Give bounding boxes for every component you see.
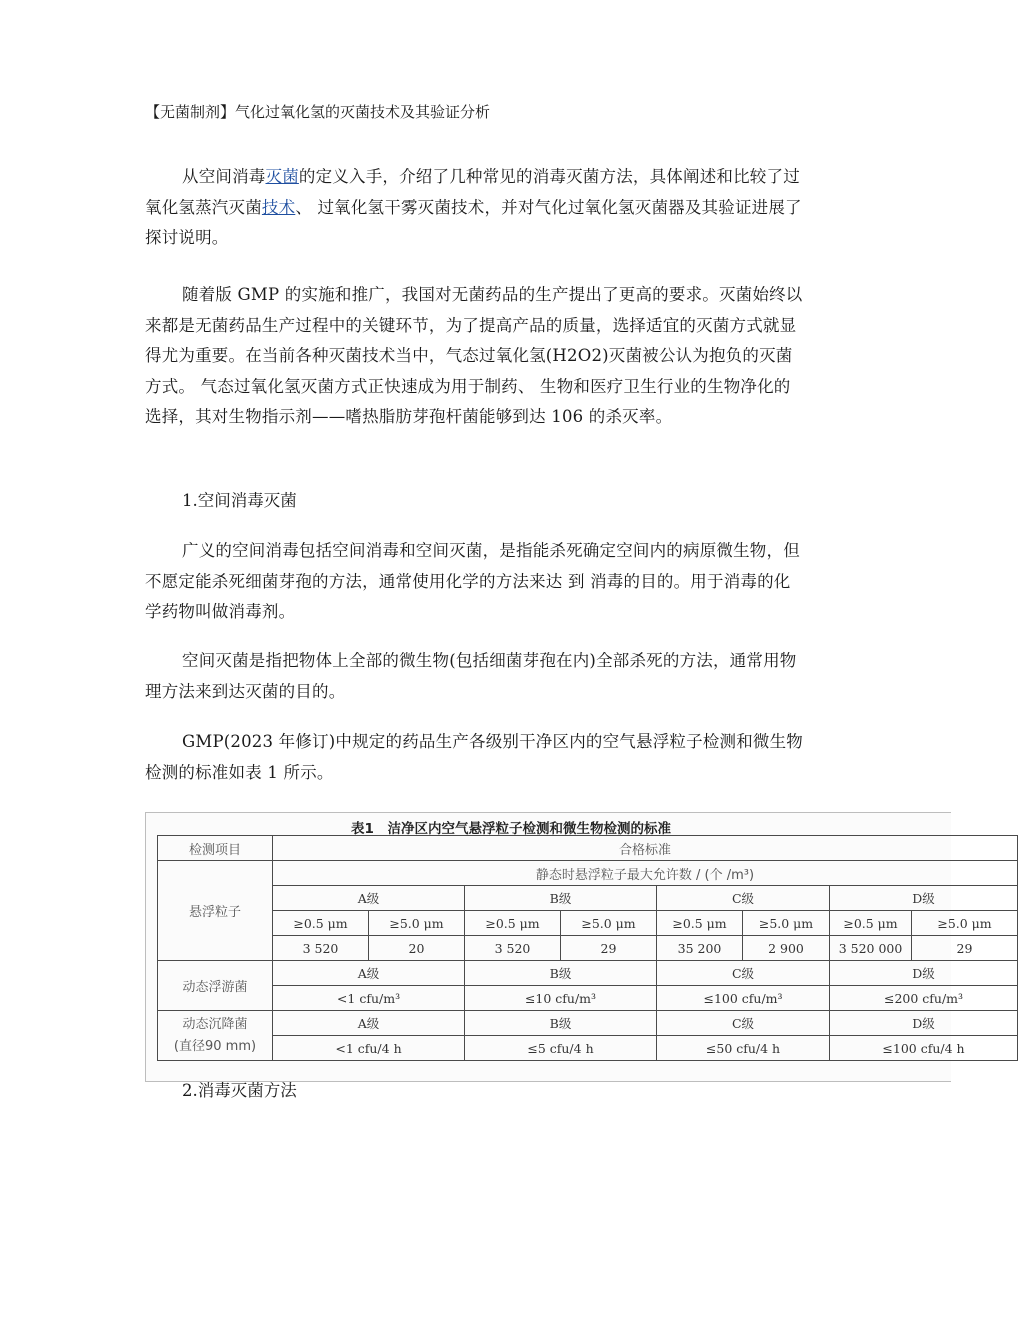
- gmp-standard-paragraph: GMP(2023 年修订)中规定的药品生产各级别干净区内的空气悬浮粒子检测和微生物检测的标准如表 1 所示。: [145, 732, 803, 782]
- technology-link[interactable]: 技术: [261, 197, 296, 217]
- particle-value-cell: 2 900: [743, 936, 830, 961]
- size-cell: ≥0.5 μm: [273, 911, 369, 936]
- header-item-cell: 检测项目: [158, 836, 273, 861]
- grade-d-cell: D级: [830, 1011, 1018, 1036]
- grade-d-cell: D级: [830, 961, 1018, 986]
- grade-c-cell: C级: [657, 1011, 830, 1036]
- size-cell: ≥5.0 μm: [561, 911, 657, 936]
- disinfection-paragraph: 广义的空间消毒包括空间消毒和空间灭菌，是指能杀死确定空间内的病原微生物，但不愿定能杀死细菌芽孢的方法，通常使用化学的方法来达 到 消毒的目的。用于消毒的化学药物叫做消毒剂。: [145, 541, 800, 621]
- grade-a-cell: A级: [273, 886, 465, 911]
- table-row: [158, 1011, 1018, 1036]
- section-heading-1: 1.空间消毒灭菌: [182, 491, 297, 510]
- plankton-value-cell: ≤10 cfu/m³: [465, 986, 657, 1011]
- table-row: [158, 836, 1018, 861]
- row-head-plankton: 动态浮游菌: [158, 961, 273, 1011]
- table-row: [158, 961, 1018, 986]
- size-cell: ≥0.5 μm: [465, 911, 561, 936]
- section-heading-2: 2.消毒灭菌方法: [182, 1081, 297, 1100]
- grade-c-cell: C级: [657, 886, 830, 911]
- intro-text-2: 的定义入手，介绍了几种常见的消毒灭菌方法，具体阐述和比较了过氧化氢蒸汽灭菌: [145, 167, 800, 217]
- plankton-value-cell: ≤200 cfu/m³: [830, 986, 1018, 1011]
- plankton-value-cell: <1 cfu/m³: [273, 986, 465, 1011]
- document-title: 【无菌制剂】气化过氧化氢的灭菌技术及其验证分析: [145, 103, 491, 121]
- table-row: [158, 861, 1018, 886]
- sterilization-link[interactable]: 灭菌: [265, 167, 299, 186]
- size-cell: ≥0.5 μm: [657, 911, 743, 936]
- settle-value-cell: ≤50 cfu/4 h: [657, 1036, 830, 1061]
- header-standard-cell: 合格标准: [273, 836, 1018, 861]
- grade-a-cell: A级: [273, 961, 465, 986]
- settle-diameter-label: (直径90 mm): [173, 1038, 257, 1054]
- grade-a-cell: A级: [273, 1011, 465, 1036]
- grade-c-cell: C级: [657, 961, 830, 986]
- settle-value-cell: ≤5 cfu/4 h: [465, 1036, 657, 1061]
- particle-value-cell: 29: [912, 936, 1018, 961]
- settle-value-cell: ≤100 cfu/4 h: [830, 1036, 1018, 1061]
- size-cell: ≥5.0 μm: [743, 911, 830, 936]
- grade-b-cell: B级: [465, 961, 657, 986]
- table-row: [158, 911, 1018, 936]
- table-row: [158, 1036, 1018, 1061]
- gmp-paragraph: 随着版 GMP 的实施和推广，我国对无菌药品的生产提出了更高的要求。灭菌始终以来都是无菌药品生产过程中的关键环节，为了提高产品的质量，选择适宜的灭菌方式就显得尤为重要。在当前各种灭菌技术当中，气态过氧化氢(H2O2)灭菌被公认为抱负的灭菌方式。 气态过氧化氢灭菌方式正快速成为用于制药、 生物和医疗卫生行业的生物净化的选择，其对生物指示剂——嗜热脂肪芽孢杆菌能够到达 106 的杀灭率。: [145, 285, 803, 426]
- intro-paragraph: [145, 162, 805, 254]
- table-row: [158, 936, 1018, 961]
- particle-value-cell: 3 520: [465, 936, 561, 961]
- settle-label: 动态沉降菌: [182, 1016, 248, 1032]
- row-head-settle: [158, 1011, 273, 1061]
- table-caption: 表1 洁净区内空气悬浮粒子检测和微生物检测的标准: [351, 821, 671, 837]
- row-head-particles: 悬浮粒子: [158, 861, 273, 961]
- table-figure: [145, 812, 992, 1082]
- size-cell: ≥0.5 μm: [830, 911, 912, 936]
- particle-value-cell: 3 520 000: [830, 936, 912, 961]
- particle-value-cell: 29: [561, 936, 657, 961]
- particle-value-cell: 3 520: [273, 936, 369, 961]
- grade-b-cell: B级: [465, 886, 657, 911]
- settle-value-cell: <1 cfu/4 h: [273, 1036, 465, 1061]
- grade-b-cell: B级: [465, 1011, 657, 1036]
- particle-value-cell: 20: [369, 936, 465, 961]
- size-cell: ≥5.0 μm: [912, 911, 1018, 936]
- intro-text-3: 、 过氧化氢干雾灭菌技术，并对气化过氧化氢灭菌器及其验证进展了探讨说明。: [145, 197, 802, 247]
- size-cell: ≥5.0 μm: [369, 911, 465, 936]
- grade-d-cell: D级: [830, 886, 1018, 911]
- particle-subheader: 静态时悬浮粒子最大允许数 / (个 /m³): [273, 861, 1018, 886]
- sterilization-paragraph: 空间灭菌是指把物体上全部的微生物(包括细菌芽孢在内)全部杀死的方法，通常用物理方法来到达灭菌的目的。: [145, 651, 797, 701]
- table-row: [158, 886, 1018, 911]
- standards-table: [157, 835, 1018, 1061]
- particle-value-cell: 35 200: [657, 936, 743, 961]
- intro-text-1: 从空间消毒: [182, 167, 266, 186]
- table-row: [158, 986, 1018, 1011]
- plankton-value-cell: ≤100 cfu/m³: [657, 986, 830, 1011]
